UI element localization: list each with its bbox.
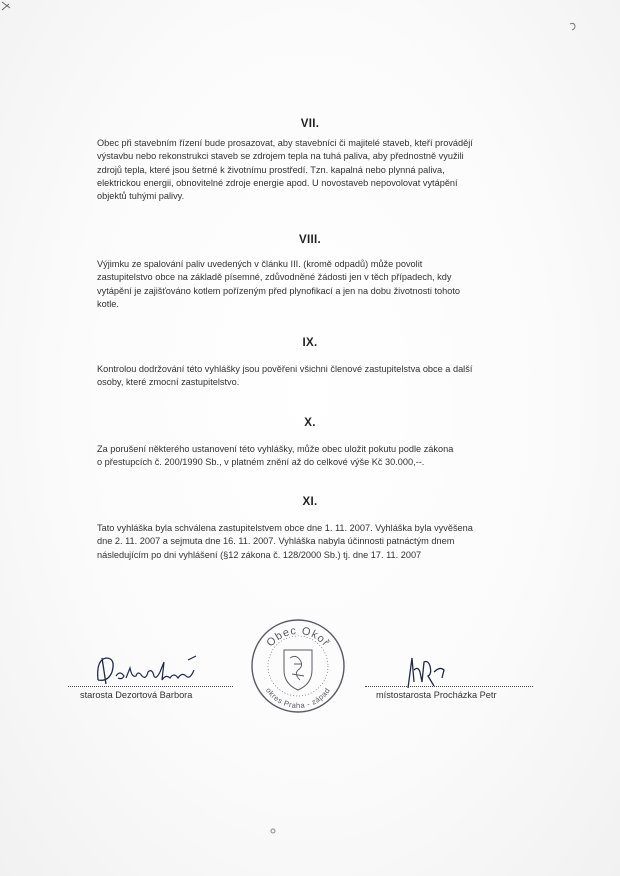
text-line: dne 2. 11. 2007 a sejmuta dne 16. 11. 2007. Vyhláška nabyla účinnosti patnáctým dnem (97, 536, 455, 547)
section-text (97, 522, 532, 562)
signature-line-right (365, 686, 533, 687)
text-line: Obec při stavebním řízení bude prosazovat, aby stavebníci či majitelé staveb, kteří provádějí (97, 138, 473, 148)
text-line: vytápění je zajišťováno kotlem pořízeným před plynofikací a jen na dobu životnosti tohoto (97, 285, 460, 296)
text-line: výstavbu nebo rekonstrukci staveb se zdrojem tepla na tuhá paliva, aby přednostně využili (97, 151, 464, 162)
text-line: Tato vyhláška byla schválena zastupitelstvem obce dne 1. 11. 2007. Vyhláška byla vyvěšena (97, 523, 473, 533)
text-line: následujícím po dni vyhlášení (§12 zákona č. 128/2000 Sb.) tj. dne 17. 11. 2007 (97, 549, 422, 560)
text-line: zastupitelstvo obce na základě písemné, zdůvodněné žádosti jen v těch případech, kdy (97, 272, 452, 283)
section-heading: IX. (302, 337, 318, 349)
section-text (97, 363, 532, 390)
section-heading: XI. (302, 496, 318, 508)
text-line: Kontrolou dodržování této vyhlášky jsou pověřeni všichni členové zastupitelstva obce a další (97, 364, 473, 374)
corner-mark (566, 20, 580, 34)
text-line: kotle. (97, 298, 119, 309)
section-text (97, 258, 532, 311)
text-line: elektrickou energii, obnovitelné zdroje energie apod. U novostaveb nepovolovat vytápění (97, 177, 458, 188)
text-line: Výjimku ze spalování paliv uvedených v článku III. (kromě odpadů) může povolit (97, 259, 423, 269)
stamp-bottom-text: okres Praha - západ (264, 686, 332, 711)
section-heading: VIII. (299, 234, 321, 246)
section-heading: X. (304, 417, 316, 429)
signature-line-left (68, 686, 233, 687)
text-line: zdrojů tepla, které jsou šetrné k životnímu prostředí. Tzn. kapalná nebo plynná paliva, (97, 164, 445, 175)
scan-mark (268, 826, 278, 836)
signature-label-left: starosta Dezortová Barbora (80, 690, 193, 700)
signature-label-right: místostarosta Procházka Petr (376, 690, 497, 700)
svg-text:Obec Okoř (264, 625, 331, 649)
text-line: Za porušení některého ustanovení této vyhlášky, může obec uložit pokutu podle zákona (97, 444, 454, 454)
official-stamp (250, 618, 346, 714)
text-line: o přestupcích č. 200/1990 Sb., v platném znění až do celkové výše Kč 30.000,--. (97, 457, 425, 468)
text-line: objektů tuhými palivy. (97, 191, 185, 202)
section-heading: VII. (300, 118, 320, 130)
corner-mark (0, 0, 20, 20)
stamp-top-text: Obec Okoř (264, 624, 332, 650)
section-text (97, 137, 532, 203)
text-line: osoby, které zmocní zastupitelstvo. (97, 377, 240, 388)
signature-left (92, 650, 210, 690)
section-text (97, 443, 532, 470)
